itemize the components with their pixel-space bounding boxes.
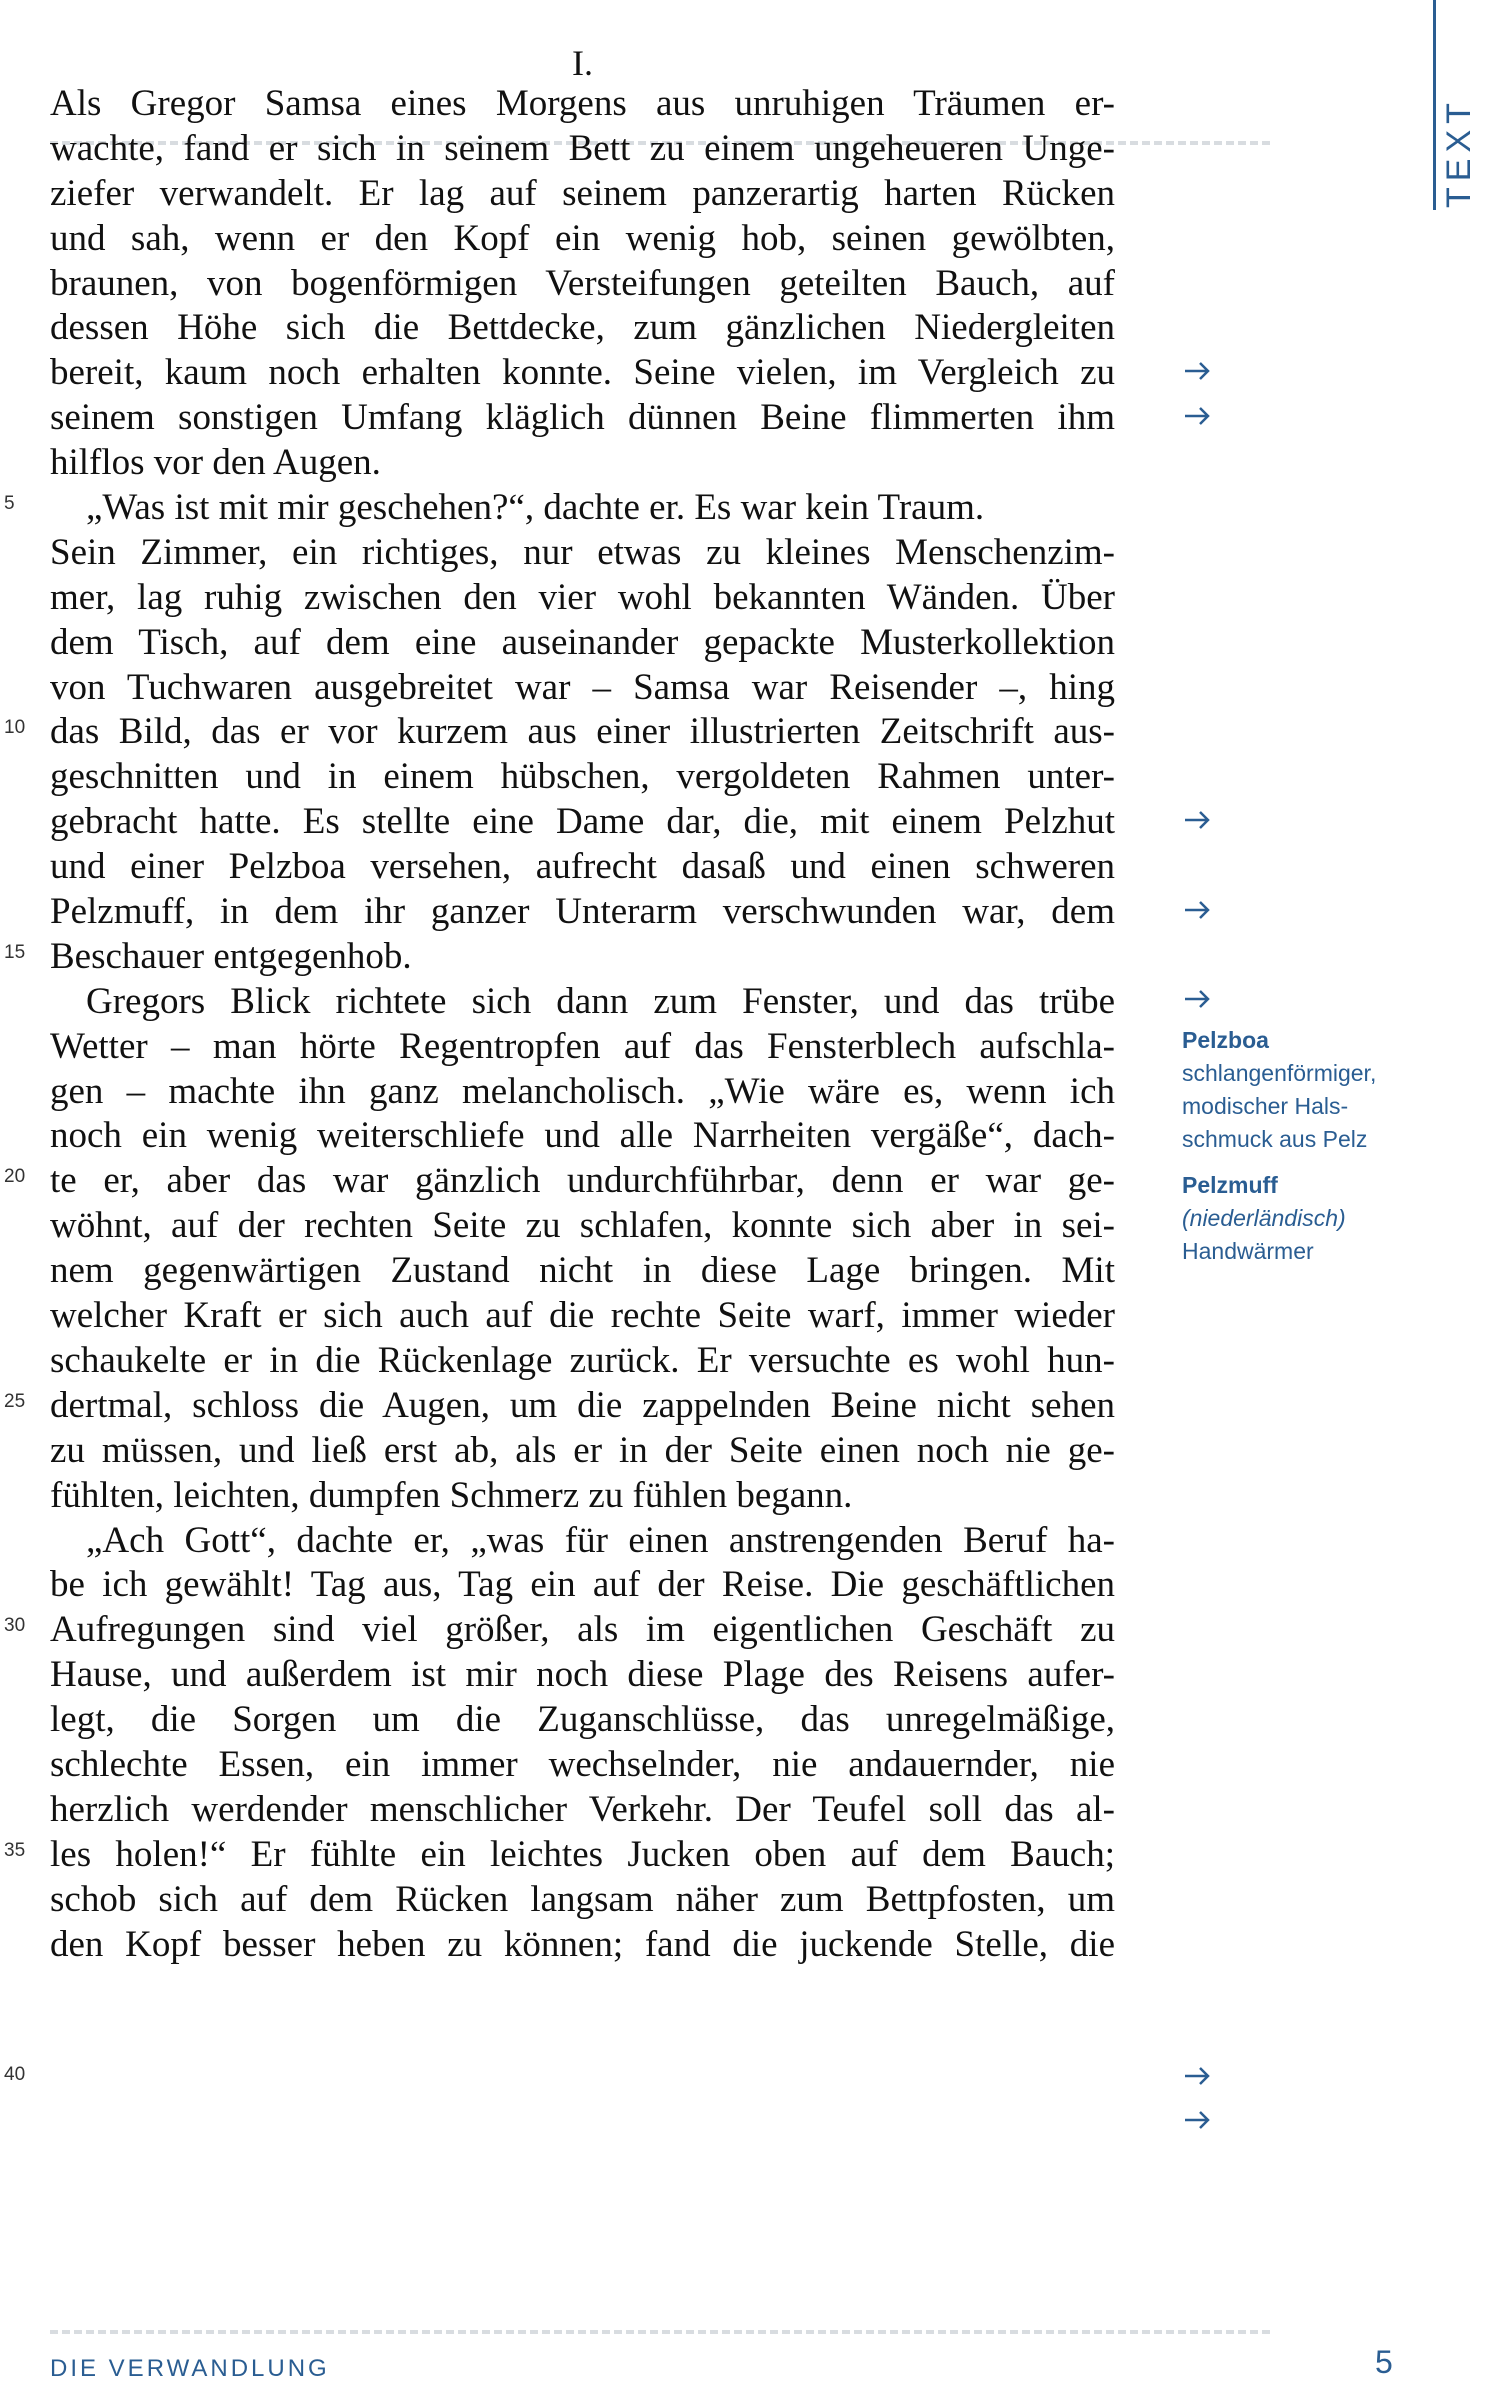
text-line: das Bild, das er vor kurzem aus einer illustrierten Zeitschrift aus- <box>50 711 1115 753</box>
gloss-term: Pelzmuff <box>1182 1172 1278 1198</box>
text-line: wachte, fand er sich in seinem Bett zu einem ungeheueren Unge- <box>50 127 1115 169</box>
text-line: Pelzmuff, in dem ihr ganzer Unterarm verschwunden war, dem <box>50 891 1115 933</box>
text-line: geschnitten und in einem hübschen, vergoldeten Rahmen unter- <box>50 756 1115 798</box>
page-number: 5 <box>1375 2344 1393 2380</box>
line-number: 5 <box>4 493 15 514</box>
text-line: braunen, von bogenförmigen Versteifungen geteilten Bauch, auf <box>50 262 1115 304</box>
text-line: noch ein wenig weiterschliefe und alle Narrheiten vergäße“, dach- <box>50 1115 1115 1157</box>
gloss-origin: (niederländisch) <box>1182 1205 1346 1231</box>
line-number: 40 <box>4 2064 26 2085</box>
gloss-definition: Handwärmer <box>1182 1238 1314 1264</box>
line-number: 30 <box>4 1615 26 1636</box>
text-line: seinem sonstigen Umfang kläglich dünnen Beine flimmerten ihm <box>50 397 1115 439</box>
text-line: gen – machte ihn ganz melancholisch. „Wie wäre es, wenn ich <box>50 1070 1115 1112</box>
text-line: Hause, und außerdem ist mir noch diese Plage des Reisens aufer- <box>50 1654 1115 1696</box>
text-line: Beschauer entgegenhob. <box>50 935 412 977</box>
text-line: bereit, kaum noch erhalten konnte. Seine vielen, im Vergleich zu <box>50 352 1115 394</box>
section-marker-line <box>1433 0 1436 210</box>
text-line: schaukelte er in die Rückenlage zurück. Er versuchte es wohl hun- <box>50 1339 1115 1381</box>
text-line: fühlten, leichten, dumpfen Schmerz zu fühlen begann. <box>50 1474 853 1516</box>
text-line: zu müssen, und ließ erst ab, als er in der Seite einen noch nie ge- <box>50 1429 1115 1471</box>
line-number: 25 <box>4 1391 26 1412</box>
text-line: dertmal, schloss die Augen, um die zappelnden Beine nicht sehen <box>50 1384 1115 1426</box>
section-label: TEXT <box>1440 97 1478 208</box>
text-line: gebracht hatte. Es stellte eine Dame dar, die, mit einem Pelzhut <box>50 801 1115 843</box>
bottom-dashed-rule <box>50 2330 1270 2334</box>
line-number: 20 <box>4 1166 26 1187</box>
right-arrow-icon <box>1182 356 1212 386</box>
text-line: schob sich auf dem Rücken langsam näher zum Bettpfosten, um <box>50 1878 1115 1920</box>
text-line: mer, lag ruhig zwischen den vier wohl bekannten Wänden. Über <box>50 576 1115 618</box>
text-line: legt, die Sorgen um die Zuganschlüsse, das unregelmäßige, <box>50 1699 1115 1741</box>
right-arrow-icon <box>1182 401 1212 431</box>
gloss-pelzmuff <box>1182 1169 1452 1268</box>
text-line: und sah, wenn er den Kopf ein wenig hob, seinen gewölbten, <box>50 217 1115 259</box>
text-line: „Was ist mit mir geschehen?“, dachte er. Es war kein Traum. <box>86 487 985 529</box>
text-line: hilflos vor den Augen. <box>50 442 381 484</box>
right-arrow-icon <box>1182 2061 1212 2091</box>
running-footer-title: DIE VERWANDLUNG <box>50 2355 330 2382</box>
line-number: 35 <box>4 1840 26 1861</box>
text-line: dem Tisch, auf dem eine auseinander gepackte Musterkollektion <box>50 621 1115 663</box>
line-number: 10 <box>4 717 26 738</box>
text-line: be ich gewählt! Tag aus, Tag ein auf der Reise. Die geschäftlichen <box>50 1564 1115 1606</box>
body-text <box>50 82 1115 1967</box>
right-arrow-icon <box>1182 805 1212 835</box>
text-line: den Kopf besser heben zu können; fand die juckende Stelle, die <box>50 1923 1115 1965</box>
line-number: 15 <box>4 942 26 963</box>
right-arrow-icon <box>1182 2105 1212 2135</box>
text-line: Wetter – man hörte Regentropfen auf das Fensterblech aufschla- <box>50 1025 1115 1067</box>
text-line: Aufregungen sind viel größer, als im eigentlichen Geschäft zu <box>50 1609 1115 1651</box>
text-line: Gregors Blick richtete sich dann zum Fenster, und das trübe <box>86 980 1115 1022</box>
text-line: „Ach Gott“, dachte er, „was für einen anstrengenden Beruf ha- <box>86 1519 1115 1561</box>
text-line: von Tuchwaren ausgebreitet war – Samsa war Reisender –, hing <box>50 666 1115 708</box>
gloss-term: Pelzboa <box>1182 1027 1269 1053</box>
right-arrow-icon <box>1182 895 1212 925</box>
text-line: und einer Pelzboa versehen, aufrecht dasaß und einen schweren <box>50 846 1115 888</box>
text-line: te er, aber das war gänzlich undurchführbar, denn er war ge- <box>50 1160 1115 1202</box>
text-line: schlechte Essen, ein immer wechselnder, nie andauernder, nie <box>50 1743 1115 1785</box>
text-line: nem gegenwärtigen Zustand nicht in diese Lage bringen. Mit <box>50 1250 1115 1292</box>
right-arrow-icon <box>1182 984 1212 1014</box>
text-line: ziefer verwandelt. Er lag auf seinem panzerartig harten Rücken <box>50 172 1115 214</box>
text-line: wöhnt, auf der rechten Seite zu schlafen, konnte sich aber in sei- <box>50 1205 1115 1247</box>
text-line: dessen Höhe sich die Bettdecke, zum gänzlichen Niedergleiten <box>50 307 1115 349</box>
chapter-number: I. <box>572 43 593 83</box>
text-line: Sein Zimmer, ein richtiges, nur etwas zu kleines Menschenzim- <box>50 531 1115 573</box>
text-line: welcher Kraft er sich auch auf die rechte Seite warf, immer wieder <box>50 1295 1115 1337</box>
text-line: Als Gregor Samsa eines Morgens aus unruhigen Träumen er- <box>50 83 1115 124</box>
text-line: herzlich werdender menschlicher Verkehr. Der Teufel soll das al- <box>50 1788 1115 1830</box>
gloss-definition: schlangenförmiger, modischer Hals-schmuck aus Pelz <box>1182 1060 1377 1152</box>
gloss-pelzboa <box>1182 1024 1452 1156</box>
text-line: les holen!“ Er fühlte ein leichtes Jucken oben auf dem Bauch; <box>50 1833 1115 1875</box>
